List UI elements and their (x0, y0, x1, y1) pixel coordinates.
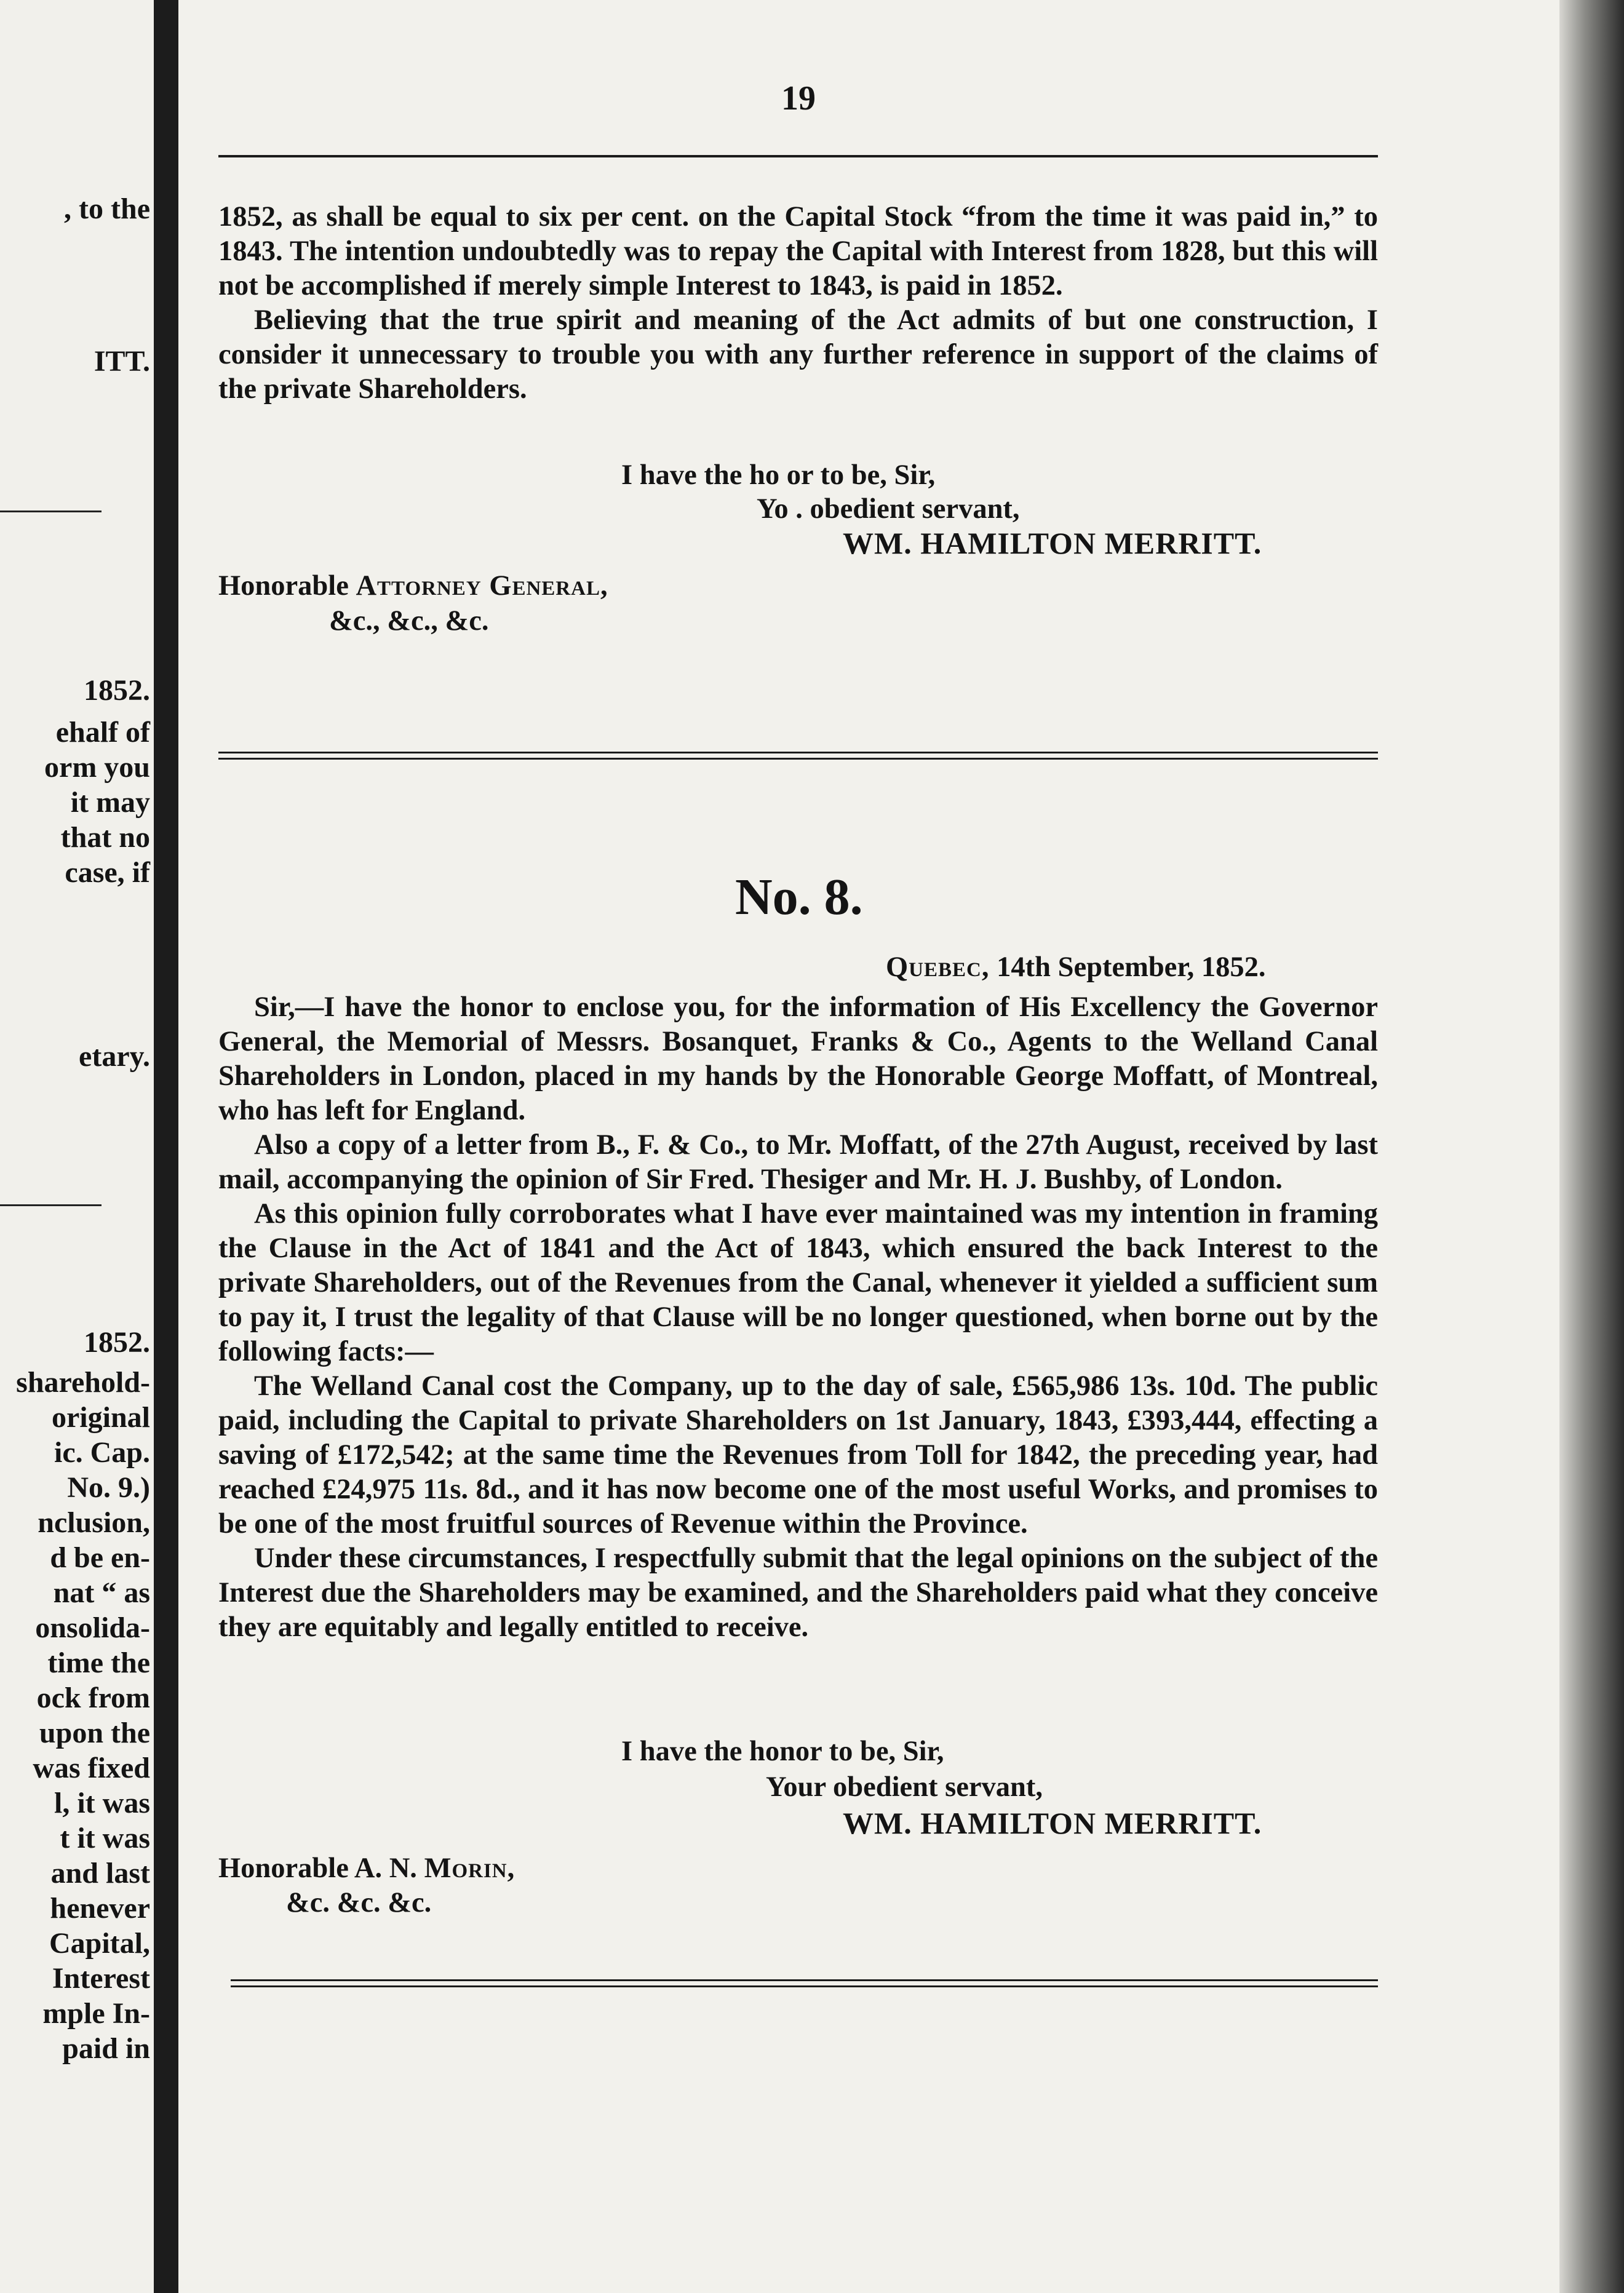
left-line: d be en- (50, 1541, 150, 1574)
paragraph: The Welland Canal cost the Company, up to the day of sale, £565,986 13s. 10d. The public paid, including the Capital to private Shareholders on 1st January, 1843, £393,444, effecting a saving of £172,542; at the same time the Revenues from Toll for 1842, the preceding year, had reached £24,975 11s. 8d., and it has now become one of the most useful Works, and promises to be one of the most fruitful sources of Revenue within the Province. (218, 1370, 1378, 1540)
left-line: ehalf of (55, 716, 150, 749)
paragraph: 1852, as shall be equal to six per cent. on the Capital Stock “from the time it was paid in,” to 1843. The intention undoubtedly was to repay the Capital with Interest from 1828, but this will not be accomplished if merely simple Interest to 1843, is paid in 1852. (218, 201, 1378, 301)
left-line: No. 9.) (67, 1471, 150, 1504)
left-line: original (51, 1401, 150, 1434)
signature: WM. HAMILTON MERRITT. (843, 1806, 1262, 1840)
left-line: ic. Cap. (54, 1436, 150, 1469)
dateline-date: 14th September, 1852. (989, 952, 1266, 983)
complimentary-close: I have the honor to be, Sir, (621, 1736, 944, 1767)
addressee-etc: &c. &c. &c. (286, 1887, 432, 1918)
letter-heading: No. 8. (735, 868, 863, 926)
page-edge-shadow (1559, 0, 1624, 2293)
left-line: and last (50, 1857, 150, 1890)
addressee-title: Attorney General, (356, 570, 608, 602)
left-line: onsolida- (35, 1611, 150, 1644)
addressee (218, 1851, 515, 1886)
paragraph: Believing that the true spirit and meaning of the Act admits of but one construction, I consider it unnecessary to trouble you with any further reference in support of the claims of the private Shareholders. (218, 304, 1378, 405)
letter-7-body (218, 200, 1378, 407)
paragraph: Sir,—I have the honor to enclose you, for the information of His Excellency the Governor General, the Memorial of Messrs. Bosanquet, Franks & Co., Agents to the Welland Canal Shareholders in London, placed in my hands by the Honorable George Moffatt, of Montreal, who has left for England. (218, 992, 1378, 1126)
addressee-etc: &c., &c., &c. (329, 605, 489, 637)
page-number: 19 (781, 79, 816, 117)
left-line: mple In- (42, 1997, 150, 2030)
left-line: henever (50, 1892, 150, 1925)
addressee-title: Morin, (424, 1853, 515, 1884)
left-rule (0, 1204, 102, 1206)
signature: WM. HAMILTON MERRITT. (843, 526, 1262, 560)
left-line: case, if (65, 856, 150, 889)
left-line: Interest (52, 1962, 150, 1995)
complimentary-close: I have the ho​ or to be, Sir, (621, 459, 936, 491)
left-line: was fixed (33, 1752, 150, 1784)
left-line: paid in (62, 2032, 150, 2065)
addressee (218, 569, 608, 603)
left-line: 1852. (84, 1326, 150, 1359)
left-line: l, it was (54, 1787, 150, 1819)
complimentary-close-line2: Your obedient servant, (766, 1771, 1043, 1803)
header-rule (218, 155, 1378, 157)
left-rule (0, 511, 102, 512)
left-line: it may (70, 786, 150, 819)
paragraph: Under these circumstances, I respectfully submit that the legal opinions on the subject of the Interest due the Shareholders may be examined, and the Shareholders paid what they conceive they are equitably and legally entitled to receive. (218, 1543, 1378, 1643)
left-line: nclusion, (38, 1506, 150, 1539)
left-line: Capital, (49, 1927, 150, 1960)
dateline-place: Quebec, (886, 952, 990, 983)
dateline (886, 950, 1266, 985)
complimentary-close-line2: Yo . obedient servant, (757, 493, 1020, 525)
left-line: that no (60, 821, 150, 854)
left-line: , to the (64, 193, 150, 225)
letter-8-body (218, 990, 1378, 1645)
left-line: nat “ as (53, 1576, 150, 1609)
left-line: 1852. (84, 674, 150, 707)
paragraph: As this opinion fully corroborates what I have ever maintained was my intention in framing the Clause in the Act of 1841 and the Act of 1843, which ensured the back Interest to the private Shareholders, out of the Revenues from the Canal, whenever it yielded a sufficient sum to pay it, I trust the legality of that Clause will be no longer questioned, when borne out by the following facts:— (218, 1198, 1378, 1367)
left-role-fragment: etary. (79, 1040, 150, 1073)
left-line: time the (47, 1647, 150, 1679)
addressee-prefix: Honorable A. N. (218, 1853, 424, 1884)
left-line: upon the (39, 1717, 150, 1749)
left-page-fragment (0, 0, 154, 2293)
left-line: sharehold- (16, 1366, 150, 1399)
gutter (154, 0, 178, 2293)
paragraph: Also a copy of a letter from B., F. & Co., to Mr. Moffatt, of the 27th August, received by last mail, accompanying the opinion of Sir Fred. Thesiger and Mr. H. J. Bushby, of London. (218, 1129, 1378, 1195)
left-signature-fragment: ITT. (94, 345, 150, 378)
left-line: ock from (36, 1682, 150, 1714)
addressee-prefix: Honorable (218, 570, 356, 602)
left-line: orm you (44, 751, 150, 784)
section-rule (218, 752, 1378, 760)
footer-rule (231, 1979, 1378, 1987)
left-line: t it was (60, 1822, 150, 1854)
